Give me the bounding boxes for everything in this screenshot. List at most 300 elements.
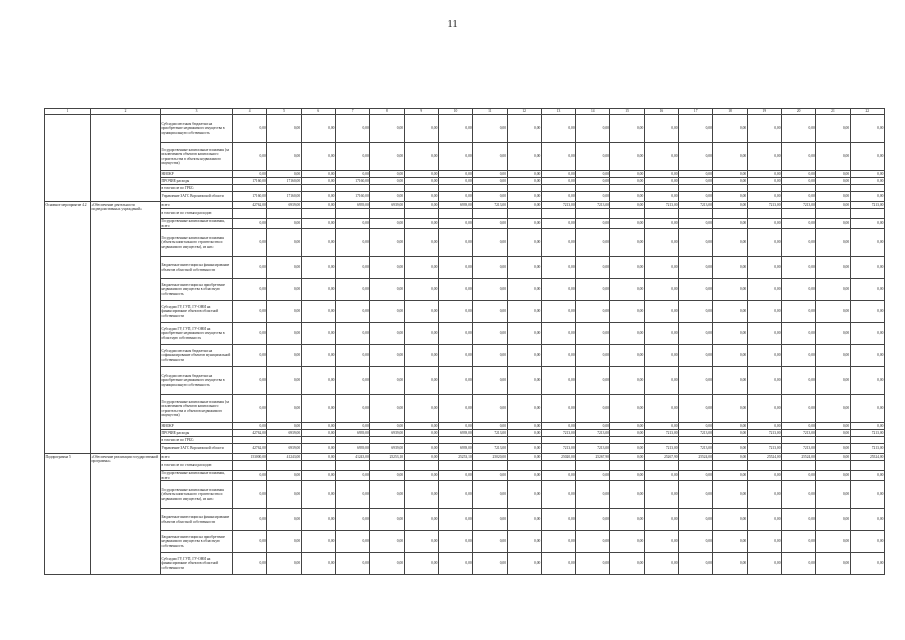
value-cell: 0,00 — [644, 345, 678, 367]
value-cell: 0,00 — [473, 323, 507, 345]
value-cell: 0,00 — [747, 323, 781, 345]
value-cell: 0,00 — [507, 509, 541, 531]
value-cell: 0,00 — [816, 481, 850, 509]
value-cell: 0,00 — [747, 279, 781, 301]
value-cell — [816, 437, 850, 444]
value-cell: 0,00 — [816, 454, 850, 461]
value-cell — [370, 461, 404, 471]
value-cell: 0,00 — [233, 257, 267, 279]
value-cell: 0,00 — [507, 171, 541, 178]
value-cell: 0,00 — [404, 171, 438, 178]
expense-label-cell: в том числе по ГРБС: — [161, 185, 233, 192]
value-cell: 0,00 — [404, 509, 438, 531]
value-cell: 0,00 — [438, 115, 472, 143]
value-cell: 0,00 — [233, 143, 267, 171]
table-row — [45, 257, 885, 279]
value-cell: 0,00 — [713, 444, 747, 454]
column-number-cell: 17 — [679, 109, 713, 115]
value-cell: 0,00 — [747, 471, 781, 481]
value-cell: 0,00 — [816, 471, 850, 481]
value-cell — [850, 461, 884, 471]
value-cell: 0,00 — [576, 192, 610, 202]
program-status-cell: Основное мероприятие 4.2 — [45, 202, 91, 454]
value-cell: 0,00 — [576, 345, 610, 367]
value-cell: 0,00 — [644, 229, 678, 257]
value-cell — [610, 437, 644, 444]
value-cell: 0,00 — [267, 345, 301, 367]
value-cell: 0,00 — [610, 481, 644, 509]
value-cell: 0,00 — [404, 143, 438, 171]
value-cell: 0,00 — [335, 471, 369, 481]
value-cell: 0,00 — [301, 279, 335, 301]
value-cell: 0,00 — [233, 471, 267, 481]
value-cell: 0,00 — [370, 531, 404, 553]
value-cell: 0,00 — [438, 171, 472, 178]
value-cell: 0,00 — [644, 531, 678, 553]
value-cell: 0,00 — [438, 143, 472, 171]
value-cell: 0,00 — [679, 323, 713, 345]
column-number-cell: 3 — [161, 109, 233, 115]
value-cell: 6939,00 — [370, 444, 404, 454]
value-cell: 0,00 — [370, 423, 404, 430]
value-cell: 0,00 — [713, 257, 747, 279]
value-cell: 0,00 — [576, 143, 610, 171]
value-cell: 0,00 — [267, 553, 301, 575]
value-cell: 0,00 — [507, 323, 541, 345]
table-row — [45, 229, 885, 257]
value-cell: 7213,00 — [473, 202, 507, 209]
value-cell: 0,00 — [233, 395, 267, 423]
value-cell: 0,00 — [335, 257, 369, 279]
value-cell: 0,00 — [473, 471, 507, 481]
value-cell: 6939,00 — [335, 202, 369, 209]
value-cell: 0,00 — [541, 219, 575, 229]
value-cell: 0,00 — [541, 143, 575, 171]
value-cell — [713, 461, 747, 471]
value-cell — [679, 437, 713, 444]
value-cell — [610, 185, 644, 192]
value-cell: 0,00 — [370, 229, 404, 257]
value-cell: 0,00 — [610, 202, 644, 209]
value-cell: 6939,00 — [438, 430, 472, 437]
value-cell: 0,00 — [370, 367, 404, 395]
value-cell: 0,00 — [541, 481, 575, 509]
value-cell: 0,00 — [850, 553, 884, 575]
value-cell: 0,00 — [473, 509, 507, 531]
value-cell: 0,00 — [473, 229, 507, 257]
expense-label-cell: Субсидии местным бюджетам на приобретение недвижимого имущества в муниципальную собственность — [161, 115, 233, 143]
value-cell — [541, 209, 575, 219]
value-cell: 0,00 — [507, 301, 541, 323]
value-cell: 0,00 — [404, 219, 438, 229]
value-cell: 0,00 — [267, 229, 301, 257]
value-cell: 42762,00 — [233, 202, 267, 209]
value-cell: 0,00 — [404, 115, 438, 143]
value-cell: 0,00 — [233, 553, 267, 575]
value-cell — [438, 185, 472, 192]
value-cell: 0,00 — [507, 553, 541, 575]
value-cell — [507, 437, 541, 444]
value-cell: 0,00 — [782, 219, 816, 229]
table-row — [45, 444, 885, 454]
value-cell: 0,00 — [782, 279, 816, 301]
value-cell: 0,00 — [438, 481, 472, 509]
value-cell: 42762,00 — [233, 444, 267, 454]
value-cell — [541, 437, 575, 444]
value-cell: 0,00 — [404, 430, 438, 437]
value-cell: 7213,00 — [850, 444, 884, 454]
value-cell: 0,00 — [473, 192, 507, 202]
value-cell: 0,00 — [782, 178, 816, 185]
value-cell: 0,00 — [404, 202, 438, 209]
value-cell: 0,00 — [370, 323, 404, 345]
value-cell: 7213,00 — [850, 202, 884, 209]
value-cell: 0,00 — [816, 323, 850, 345]
value-cell: 0,00 — [576, 367, 610, 395]
value-cell — [267, 461, 301, 471]
value-cell: 25267,90 — [644, 454, 678, 461]
value-cell: 0,00 — [267, 395, 301, 423]
value-cell: 0,00 — [541, 257, 575, 279]
value-cell: 0,00 — [507, 219, 541, 229]
value-cell: 0,00 — [850, 509, 884, 531]
value-cell: 0,00 — [644, 509, 678, 531]
value-cell: 0,00 — [782, 481, 816, 509]
value-cell: 0,00 — [507, 471, 541, 481]
value-cell — [301, 209, 335, 219]
value-cell: 0,00 — [233, 509, 267, 531]
column-number-cell: 22 — [850, 109, 884, 115]
value-cell: 0,00 — [473, 423, 507, 430]
column-number-cell: 8 — [370, 109, 404, 115]
value-cell: 0,00 — [507, 454, 541, 461]
value-cell: 0,00 — [610, 345, 644, 367]
value-cell: 0,00 — [850, 143, 884, 171]
value-cell: 0,00 — [610, 257, 644, 279]
value-cell: 0,00 — [370, 143, 404, 171]
value-cell: 0,00 — [610, 454, 644, 461]
value-cell: 0,00 — [576, 171, 610, 178]
value-cell: 0,00 — [679, 219, 713, 229]
column-number-cell: 2 — [91, 109, 161, 115]
value-cell — [576, 185, 610, 192]
value-cell: 0,00 — [335, 279, 369, 301]
value-cell — [507, 185, 541, 192]
value-cell: 0,00 — [713, 395, 747, 423]
value-cell: 7213,00 — [541, 202, 575, 209]
value-cell: 0,00 — [438, 279, 472, 301]
value-cell: 25524,00 — [747, 454, 781, 461]
value-cell — [301, 185, 335, 192]
value-cell: 0,00 — [610, 171, 644, 178]
expense-label-cell: Государственные капитальные вложения, всего — [161, 219, 233, 229]
value-cell: 0,00 — [576, 229, 610, 257]
expense-label-cell: в том числе по статьям расходов: — [161, 209, 233, 219]
value-cell: 0,00 — [541, 395, 575, 423]
value-cell: 0,00 — [438, 509, 472, 531]
value-cell: 7213,00 — [473, 444, 507, 454]
value-cell: 0,00 — [850, 178, 884, 185]
value-cell: 0,00 — [301, 509, 335, 531]
expense-label-cell: всего — [161, 454, 233, 461]
value-cell: 0,00 — [473, 367, 507, 395]
value-cell: 6939,00 — [267, 430, 301, 437]
value-cell: 7213,00 — [576, 202, 610, 209]
value-cell: 0,00 — [507, 178, 541, 185]
value-cell: 0,00 — [713, 423, 747, 430]
value-cell: 0,00 — [816, 115, 850, 143]
value-cell: 0,00 — [473, 257, 507, 279]
value-cell: 0,00 — [335, 301, 369, 323]
value-cell — [644, 461, 678, 471]
value-cell: 0,00 — [404, 178, 438, 185]
column-number-cell: 14 — [576, 109, 610, 115]
value-cell: 0,00 — [541, 367, 575, 395]
value-cell: 0,00 — [370, 509, 404, 531]
value-cell: 0,00 — [233, 229, 267, 257]
value-cell: 0,00 — [713, 279, 747, 301]
value-cell: 0,00 — [233, 367, 267, 395]
value-cell: 0,00 — [713, 219, 747, 229]
value-cell: 0,00 — [438, 192, 472, 202]
value-cell: 0,00 — [404, 531, 438, 553]
column-number-cell: 21 — [816, 109, 850, 115]
value-cell: 0,00 — [610, 367, 644, 395]
value-cell: 7213,00 — [679, 202, 713, 209]
value-cell — [576, 461, 610, 471]
value-cell: 0,00 — [747, 229, 781, 257]
value-cell: 0,00 — [816, 367, 850, 395]
table-row — [45, 115, 885, 143]
value-cell: 0,00 — [610, 444, 644, 454]
value-cell: 0,00 — [335, 367, 369, 395]
value-cell: 6939,00 — [267, 202, 301, 209]
value-cell: 41243,00 — [335, 454, 369, 461]
value-cell: 0,00 — [404, 454, 438, 461]
value-cell: 0,00 — [713, 171, 747, 178]
program-status-cell: Подпрограмма 5 — [45, 454, 91, 575]
value-cell: 0,00 — [301, 143, 335, 171]
value-cell: 0,00 — [782, 192, 816, 202]
value-cell — [267, 437, 301, 444]
value-cell: 0,00 — [335, 219, 369, 229]
value-cell — [233, 461, 267, 471]
value-cell: 0,00 — [610, 115, 644, 143]
value-cell: 0,00 — [301, 115, 335, 143]
value-cell: 0,00 — [404, 395, 438, 423]
value-cell: 0,00 — [850, 257, 884, 279]
value-cell: 0,00 — [713, 115, 747, 143]
expense-label-cell: Субсидии местным бюджетам на приобретение недвижимого имущества в муниципальную собственность — [161, 367, 233, 395]
value-cell: 0,00 — [541, 553, 575, 575]
value-cell: 0,00 — [301, 481, 335, 509]
value-cell: 0,00 — [713, 192, 747, 202]
value-cell: 0,00 — [507, 395, 541, 423]
value-cell: 0,00 — [473, 553, 507, 575]
table-row — [45, 171, 885, 178]
value-cell: 0,00 — [644, 115, 678, 143]
value-cell — [747, 437, 781, 444]
value-cell: 0,00 — [301, 531, 335, 553]
value-cell: 0,00 — [679, 192, 713, 202]
value-cell: 0,00 — [679, 395, 713, 423]
value-cell: 0,00 — [610, 279, 644, 301]
value-cell: 6939,00 — [335, 430, 369, 437]
value-cell: 0,00 — [404, 423, 438, 430]
value-cell: 0,00 — [679, 115, 713, 143]
value-cell — [507, 461, 541, 471]
value-cell — [713, 437, 747, 444]
value-cell: 0,00 — [679, 345, 713, 367]
value-cell: 0,00 — [370, 115, 404, 143]
value-cell: 0,00 — [438, 323, 472, 345]
value-cell: 0,00 — [404, 481, 438, 509]
value-cell: 0,00 — [473, 345, 507, 367]
value-cell: 0,00 — [644, 192, 678, 202]
value-cell: 0,00 — [610, 531, 644, 553]
value-cell: 0,00 — [679, 531, 713, 553]
value-cell: 0,00 — [404, 345, 438, 367]
table-row — [45, 531, 885, 553]
value-cell — [644, 209, 678, 219]
value-cell: 0,00 — [679, 553, 713, 575]
value-cell: 0,00 — [233, 423, 267, 430]
value-cell: 0,00 — [850, 192, 884, 202]
value-cell — [747, 209, 781, 219]
value-cell: 0,00 — [507, 115, 541, 143]
value-cell — [850, 437, 884, 444]
value-cell: 0,00 — [335, 531, 369, 553]
value-cell: 0,00 — [301, 444, 335, 454]
value-cell: 0,00 — [713, 323, 747, 345]
value-cell — [473, 461, 507, 471]
value-cell: 0,00 — [782, 367, 816, 395]
table-row — [45, 178, 885, 185]
program-name-cell — [91, 115, 161, 202]
value-cell: 0,00 — [335, 423, 369, 430]
value-cell: 7213,00 — [576, 430, 610, 437]
expense-label-cell: ПРОЧИЕ расходы — [161, 430, 233, 437]
value-cell — [438, 209, 472, 219]
value-cell — [747, 185, 781, 192]
value-cell: 0,00 — [850, 229, 884, 257]
value-cell: 0,00 — [267, 423, 301, 430]
value-cell: 0,00 — [301, 395, 335, 423]
value-cell: 0,00 — [438, 301, 472, 323]
value-cell: 41243,00 — [267, 454, 301, 461]
value-cell — [541, 461, 575, 471]
program-name-cell: «Обеспечение деятельности подведомственных учреждений» — [91, 202, 161, 454]
table-row — [45, 509, 885, 531]
value-cell — [267, 185, 301, 192]
value-cell — [370, 209, 404, 219]
value-cell: 0,00 — [644, 553, 678, 575]
value-cell: 0,00 — [507, 481, 541, 509]
expense-label-cell: в том числе по ГРБС: — [161, 437, 233, 444]
value-cell: 0,00 — [438, 553, 472, 575]
value-cell: 0,00 — [301, 367, 335, 395]
value-cell — [782, 437, 816, 444]
value-cell: 6939,00 — [438, 444, 472, 454]
value-cell — [541, 185, 575, 192]
table-row — [45, 553, 885, 575]
value-cell: 0,00 — [816, 509, 850, 531]
expense-label-cell: Бюджетные инвестиции на финансирование объектов областной собственности — [161, 509, 233, 531]
value-cell: 0,00 — [473, 531, 507, 553]
value-cell: 0,00 — [747, 531, 781, 553]
value-cell: 0,00 — [370, 171, 404, 178]
value-cell — [233, 209, 267, 219]
value-cell: 7213,00 — [644, 202, 678, 209]
value-cell: 0,00 — [610, 553, 644, 575]
value-cell: 0,00 — [850, 279, 884, 301]
column-number-cell: 11 — [473, 109, 507, 115]
value-cell: 0,00 — [850, 423, 884, 430]
expense-label-cell: Государственные капитальные вложения, всего — [161, 471, 233, 481]
value-cell: 0,00 — [816, 444, 850, 454]
value-cell: 0,00 — [747, 192, 781, 202]
value-cell: 0,00 — [610, 430, 644, 437]
value-cell: 0,00 — [713, 367, 747, 395]
value-cell: 0,00 — [438, 219, 472, 229]
value-cell: 0,00 — [679, 279, 713, 301]
value-cell: 0,00 — [233, 323, 267, 345]
value-cell: 0,00 — [335, 553, 369, 575]
value-cell — [782, 209, 816, 219]
expense-label-cell: Государственные капитальные вложения (объекты капитального строительства и недвижимого имущества), из них: — [161, 229, 233, 257]
value-cell: 0,00 — [301, 345, 335, 367]
value-cell: 0,00 — [335, 323, 369, 345]
value-cell: 0,00 — [747, 301, 781, 323]
value-cell: 0,00 — [713, 345, 747, 367]
expense-label-cell: Бюджетные инвестиции на приобретение недвижимого имущества в областную собственность — [161, 279, 233, 301]
column-number-cell: 5 — [267, 109, 301, 115]
value-cell: 0,00 — [404, 471, 438, 481]
table-row — [45, 481, 885, 509]
value-cell: 0,00 — [610, 219, 644, 229]
value-cell — [679, 185, 713, 192]
table-row — [45, 423, 885, 430]
value-cell: 0,00 — [404, 323, 438, 345]
value-cell: 0,00 — [541, 423, 575, 430]
table-row — [45, 219, 885, 229]
value-cell: 7213,00 — [644, 430, 678, 437]
value-cell: 0,00 — [679, 367, 713, 395]
value-cell: 0,00 — [438, 423, 472, 430]
value-cell: 7213,00 — [850, 430, 884, 437]
value-cell: 0,00 — [816, 143, 850, 171]
value-cell: 0,00 — [267, 171, 301, 178]
value-cell: 7213,00 — [576, 444, 610, 454]
value-cell: 0,00 — [233, 481, 267, 509]
value-cell: 0,00 — [507, 444, 541, 454]
value-cell: 0,00 — [747, 553, 781, 575]
value-cell — [576, 437, 610, 444]
value-cell: 0,00 — [816, 345, 850, 367]
value-cell: 0,00 — [473, 143, 507, 171]
value-cell: 0,00 — [713, 178, 747, 185]
value-cell: 0,00 — [644, 481, 678, 509]
value-cell — [713, 185, 747, 192]
column-number-cell: 10 — [438, 109, 472, 115]
value-cell: 0,00 — [644, 178, 678, 185]
value-cell — [404, 437, 438, 444]
value-cell: 0,00 — [267, 471, 301, 481]
value-cell — [233, 185, 267, 192]
value-cell: 0,00 — [301, 301, 335, 323]
expense-label-cell: Бюджетные инвестиции на приобретение недвижимого имущества в областную собственность — [161, 531, 233, 553]
value-cell: 0,00 — [644, 423, 678, 430]
